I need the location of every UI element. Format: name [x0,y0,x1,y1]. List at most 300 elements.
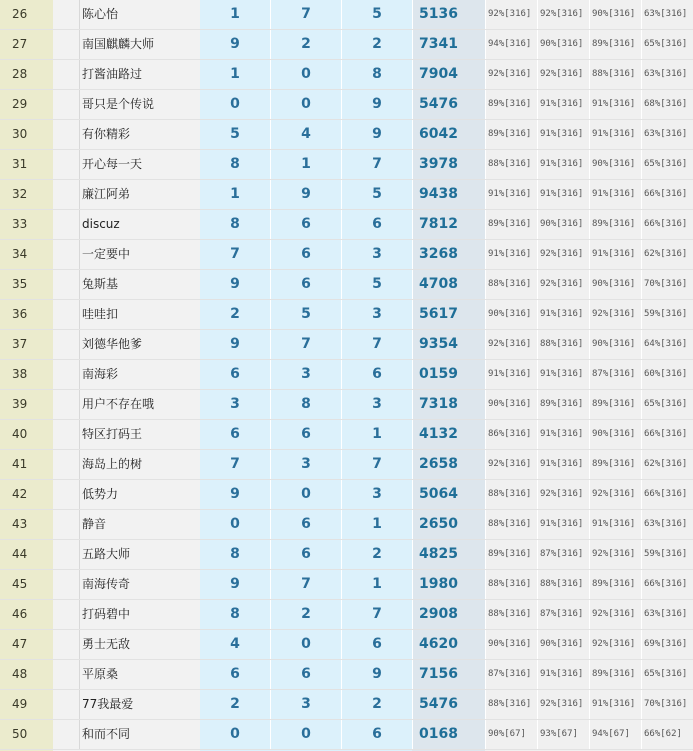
rate-2-cell: 90%[316] [537,630,589,659]
digit-3-cell: 7 [342,150,413,179]
digit-1-cell: 7 [200,450,271,479]
rate-4-cell: 65%[316] [641,150,693,179]
number-cell: 5064 [419,486,458,502]
rate-1-cell: 92%[316] [485,0,537,29]
digit-1-cell: 0 [200,90,271,119]
digit-1-cell: 9 [200,480,271,509]
digit-1-cell: 6 [200,660,271,689]
rate-2-cell: 91%[316] [537,420,589,449]
number-cell: 5476 [419,96,458,112]
rank-cell: 31 [12,157,28,171]
rate-1-cell: 88%[316] [485,270,537,299]
digit-3-cell: 5 [342,180,413,209]
digit-1-cell: 1 [200,60,271,89]
digit-1-cell: 4 [200,630,271,659]
digit-2-cell: 7 [271,330,342,359]
digit-2-cell: 7 [271,0,342,29]
username-cell[interactable]: 开心每一天 [82,157,143,171]
table-row [0,0,693,30]
number-cell: 1980 [419,576,458,592]
username-cell[interactable]: 海岛上的树 [82,457,143,471]
rate-3-cell: 91%[316] [589,180,641,209]
column-divider [53,180,80,209]
digit-1-cell: 7 [200,240,271,269]
table-row [0,450,693,480]
column-divider [53,510,80,539]
column-divider [53,450,80,479]
rate-4-cell: 59%[316] [641,540,693,569]
column-divider [53,210,80,239]
username-cell[interactable]: 用户不存在哦 [82,397,155,411]
digit-3-cell: 8 [342,60,413,89]
rank-cell: 26 [12,7,28,21]
rank-cell: 47 [12,637,28,651]
rank-cell: 32 [12,187,28,201]
digit-3-cell: 3 [342,300,413,329]
rate-1-cell: 92%[316] [485,330,537,359]
number-cell: 4620 [419,636,458,652]
username-cell[interactable]: 勇士无敌 [82,637,131,651]
digit-3-cell: 9 [342,120,413,149]
rate-2-cell: 91%[316] [537,360,589,389]
table-row [0,630,693,660]
rate-3-cell: 89%[316] [589,570,641,599]
rate-2-cell: 91%[316] [537,300,589,329]
username-cell[interactable]: 平原桑 [82,667,119,681]
digit-1-cell: 5 [200,120,271,149]
digit-1-cell: 2 [200,300,271,329]
rate-3-cell: 91%[316] [589,240,641,269]
table-row [0,120,693,150]
rate-1-cell: 88%[316] [485,570,537,599]
rate-3-cell: 91%[316] [589,120,641,149]
table-row [0,330,693,360]
digit-2-cell: 6 [271,660,342,689]
rate-1-cell: 91%[316] [485,360,537,389]
table-row [0,240,693,270]
rate-4-cell: 66%[316] [641,480,693,509]
number-cell: 9354 [419,336,458,352]
rate-4-cell: 65%[316] [641,660,693,689]
digit-1-cell: 6 [200,360,271,389]
rate-2-cell: 92%[316] [537,240,589,269]
username-cell[interactable]: 南海传奇 [82,577,131,591]
table-row [0,300,693,330]
digit-2-cell: 2 [271,30,342,59]
rate-2-cell: 91%[316] [537,510,589,539]
digit-1-cell: 9 [200,570,271,599]
column-divider [53,720,80,749]
table-row [0,90,693,120]
rate-1-cell: 88%[316] [485,600,537,629]
rate-2-cell: 91%[316] [537,660,589,689]
column-divider [53,600,80,629]
digit-2-cell: 6 [271,240,342,269]
rate-4-cell: 68%[316] [641,90,693,119]
column-divider [53,420,80,449]
column-divider [53,330,80,359]
column-divider [53,360,80,389]
rate-1-cell: 88%[316] [485,150,537,179]
column-divider [53,570,80,599]
rate-4-cell: 62%[316] [641,240,693,269]
rate-2-cell: 89%[316] [537,390,589,419]
digit-1-cell: 0 [200,720,271,749]
rate-3-cell: 91%[316] [589,510,641,539]
rate-4-cell: 63%[316] [641,60,693,89]
column-divider [53,660,80,689]
column-divider [53,390,80,419]
digit-2-cell: 8 [271,390,342,419]
digit-1-cell: 2 [200,690,271,719]
number-cell: 5136 [419,6,458,22]
rate-4-cell: 69%[316] [641,630,693,659]
digit-3-cell: 2 [342,690,413,719]
rate-3-cell: 89%[316] [589,30,641,59]
rate-3-cell: 90%[316] [589,270,641,299]
rate-1-cell: 94%[316] [485,30,537,59]
username-cell[interactable]: 特区打码王 [82,427,143,441]
username-cell[interactable]: 和而不同 [82,727,131,741]
number-cell: 2658 [419,456,458,472]
rate-1-cell: 89%[316] [485,540,537,569]
number-cell: 4708 [419,276,458,292]
digit-3-cell: 5 [342,0,413,29]
rate-1-cell: 89%[316] [485,90,537,119]
number-cell: 0168 [419,726,458,742]
digit-2-cell: 6 [271,420,342,449]
table-row [0,390,693,420]
rate-1-cell: 91%[316] [485,240,537,269]
digit-3-cell: 2 [342,30,413,59]
digit-3-cell: 7 [342,450,413,479]
digit-3-cell: 2 [342,540,413,569]
table-row [0,540,693,570]
digit-3-cell: 6 [342,720,413,749]
digit-3-cell: 9 [342,660,413,689]
username-cell[interactable]: 一定要中 [82,247,131,261]
rank-cell: 45 [12,577,28,591]
rank-cell: 43 [12,517,28,531]
rank-cell: 44 [12,547,28,561]
rate-1-cell: 87%[316] [485,660,537,689]
rank-cell: 42 [12,487,28,501]
rank-cell: 48 [12,667,28,681]
rate-3-cell: 92%[316] [589,300,641,329]
digit-3-cell: 7 [342,330,413,359]
rate-4-cell: 66%[316] [641,210,693,239]
rate-3-cell: 90%[316] [589,420,641,449]
digit-1-cell: 1 [200,0,271,29]
column-divider [53,240,80,269]
digit-2-cell: 0 [271,90,342,119]
username-cell[interactable]: 77我最爱 [82,697,134,711]
number-cell: 7156 [419,666,458,682]
number-cell: 7904 [419,66,458,82]
digit-2-cell: 3 [271,690,342,719]
rate-3-cell: 89%[316] [589,660,641,689]
rank-cell: 40 [12,427,28,441]
digit-3-cell: 3 [342,480,413,509]
rate-1-cell: 89%[316] [485,120,537,149]
rate-4-cell: 66%[316] [641,420,693,449]
column-divider [53,630,80,659]
rate-3-cell: 90%[316] [589,150,641,179]
digit-3-cell: 1 [342,510,413,539]
rate-3-cell: 92%[316] [589,480,641,509]
rate-4-cell: 62%[316] [641,450,693,479]
rate-3-cell: 89%[316] [589,210,641,239]
digit-2-cell: 0 [271,60,342,89]
table-row [0,510,693,540]
username-cell[interactable]: 有你精彩 [82,127,131,141]
rate-1-cell: 88%[316] [485,510,537,539]
digit-3-cell: 1 [342,570,413,599]
rate-1-cell: 88%[316] [485,480,537,509]
rate-4-cell: 70%[316] [641,690,693,719]
rate-2-cell: 91%[316] [537,120,589,149]
rate-2-cell: 87%[316] [537,600,589,629]
rank-cell: 27 [12,37,28,51]
digit-1-cell: 9 [200,270,271,299]
number-cell: 4825 [419,546,458,562]
rate-1-cell: 88%[316] [485,690,537,719]
digit-2-cell: 6 [271,540,342,569]
table-row [0,180,693,210]
digit-1-cell: 0 [200,510,271,539]
rank-cell: 36 [12,307,28,321]
rank-cell: 33 [12,217,28,231]
digit-2-cell: 2 [271,600,342,629]
digit-1-cell: 8 [200,150,271,179]
rate-2-cell: 92%[316] [537,0,589,29]
digit-2-cell: 9 [271,180,342,209]
rate-2-cell: 90%[316] [537,210,589,239]
digit-2-cell: 1 [271,150,342,179]
digit-3-cell: 6 [342,630,413,659]
column-divider [53,690,80,719]
digit-2-cell: 6 [271,510,342,539]
rate-2-cell: 92%[316] [537,480,589,509]
rate-1-cell: 89%[316] [485,210,537,239]
rate-1-cell: 91%[316] [485,180,537,209]
column-divider [53,270,80,299]
table-row [0,570,693,600]
number-cell: 3978 [419,156,458,172]
rate-4-cell: 63%[316] [641,0,693,29]
rate-1-cell: 92%[316] [485,60,537,89]
column-divider [53,540,80,569]
number-cell: 0159 [419,366,458,382]
digit-2-cell: 0 [271,630,342,659]
column-divider [53,90,80,119]
rate-3-cell: 91%[316] [589,690,641,719]
table-row [0,30,693,60]
column-divider [53,0,80,29]
number-cell: 6042 [419,126,458,142]
rate-4-cell: 70%[316] [641,270,693,299]
table-row [0,270,693,300]
rank-cell: 41 [12,457,28,471]
digit-2-cell: 6 [271,270,342,299]
digit-1-cell: 6 [200,420,271,449]
rate-1-cell: 90%[316] [485,390,537,419]
username-cell[interactable]: 打码碧中 [82,607,131,621]
digit-3-cell: 1 [342,420,413,449]
username-cell[interactable]: 兔斯基 [82,277,119,291]
table-row [0,690,693,720]
username-cell[interactable]: 哇哇扣 [82,307,119,321]
rate-2-cell: 93%[67] [537,720,589,749]
rate-1-cell: 86%[316] [485,420,537,449]
rank-cell: 37 [12,337,28,351]
table-row [0,660,693,690]
digit-3-cell: 7 [342,600,413,629]
table-row [0,60,693,90]
rate-2-cell: 90%[316] [537,30,589,59]
rate-1-cell: 90%[316] [485,300,537,329]
table-row [0,210,693,240]
rate-4-cell: 65%[316] [641,390,693,419]
number-cell: 2650 [419,516,458,532]
username-cell[interactable]: 陈心怡 [82,7,119,21]
rank-cell: 39 [12,397,28,411]
digit-2-cell: 3 [271,360,342,389]
digit-1-cell: 3 [200,390,271,419]
digit-1-cell: 1 [200,180,271,209]
table-row [0,360,693,390]
rank-cell: 38 [12,367,28,381]
rate-2-cell: 92%[316] [537,60,589,89]
rate-2-cell: 91%[316] [537,180,589,209]
number-cell: 9438 [419,186,458,202]
username-cell[interactable]: 打酱油路过 [82,67,143,81]
rate-2-cell: 91%[316] [537,150,589,179]
rate-3-cell: 94%[67] [589,720,641,749]
rate-4-cell: 64%[316] [641,330,693,359]
rate-3-cell: 90%[316] [589,0,641,29]
column-divider [53,60,80,89]
digit-1-cell: 9 [200,330,271,359]
username-cell[interactable]: discuz [82,217,120,231]
digit-2-cell: 3 [271,450,342,479]
rank-cell: 30 [12,127,28,141]
rate-1-cell: 90%[67] [485,720,537,749]
rate-4-cell: 66%[316] [641,570,693,599]
username-cell[interactable]: 静音 [82,517,107,531]
rate-3-cell: 89%[316] [589,450,641,479]
rank-cell: 50 [12,727,28,741]
username-cell[interactable]: 刘德华他爹 [82,337,143,351]
username-cell[interactable]: 南国麒麟大师 [82,37,155,51]
digit-1-cell: 8 [200,210,271,239]
rate-3-cell: 92%[316] [589,630,641,659]
column-divider [53,480,80,509]
rate-2-cell: 92%[316] [537,270,589,299]
rate-3-cell: 92%[316] [589,540,641,569]
digit-2-cell: 5 [271,300,342,329]
digit-2-cell: 0 [271,480,342,509]
rate-1-cell: 90%[316] [485,630,537,659]
rate-3-cell: 88%[316] [589,60,641,89]
rate-4-cell: 63%[316] [641,120,693,149]
rate-3-cell: 89%[316] [589,390,641,419]
rate-2-cell: 91%[316] [537,450,589,479]
rate-2-cell: 92%[316] [537,690,589,719]
digit-3-cell: 9 [342,90,413,119]
rate-4-cell: 63%[316] [641,600,693,629]
rate-2-cell: 88%[316] [537,330,589,359]
username-cell[interactable]: 廉江阿弟 [82,187,131,201]
number-cell: 3268 [419,246,458,262]
digit-3-cell: 5 [342,270,413,299]
rank-cell: 29 [12,97,28,111]
digit-2-cell: 6 [271,210,342,239]
column-divider [53,150,80,179]
table-row [0,480,693,510]
table-row [0,150,693,180]
table-row [0,600,693,630]
digit-1-cell: 8 [200,540,271,569]
digit-1-cell: 9 [200,30,271,59]
username-cell[interactable]: 低势力 [82,487,119,501]
rate-2-cell: 87%[316] [537,540,589,569]
rank-cell: 35 [12,277,28,291]
rate-1-cell: 92%[316] [485,450,537,479]
rate-4-cell: 59%[316] [641,300,693,329]
rate-2-cell: 91%[316] [537,90,589,119]
rate-4-cell: 66%[316] [641,180,693,209]
rank-cell: 28 [12,67,28,81]
rate-3-cell: 90%[316] [589,330,641,359]
rate-2-cell: 88%[316] [537,570,589,599]
rank-cell: 34 [12,247,28,261]
table-row [0,420,693,450]
digit-2-cell: 0 [271,720,342,749]
table-row [0,720,693,750]
rank-cell: 49 [12,697,28,711]
column-divider [53,30,80,59]
number-cell: 5617 [419,306,458,322]
rate-4-cell: 65%[316] [641,30,693,59]
rate-3-cell: 87%[316] [589,360,641,389]
digit-3-cell: 6 [342,210,413,239]
username-cell[interactable]: 五路大师 [82,547,131,561]
digit-2-cell: 4 [271,120,342,149]
column-divider [53,300,80,329]
rate-4-cell: 66%[62] [641,720,693,749]
username-cell[interactable]: 哥只是个传说 [82,97,155,111]
number-cell: 7812 [419,216,458,232]
digit-2-cell: 7 [271,570,342,599]
number-cell: 5476 [419,696,458,712]
digit-3-cell: 3 [342,240,413,269]
rank-cell: 46 [12,607,28,621]
username-cell[interactable]: 南海彩 [82,367,119,381]
number-cell: 2908 [419,606,458,622]
digit-3-cell: 6 [342,360,413,389]
digit-1-cell: 8 [200,600,271,629]
number-cell: 7341 [419,36,458,52]
rate-4-cell: 60%[316] [641,360,693,389]
number-cell: 4132 [419,426,458,442]
number-cell: 7318 [419,396,458,412]
rate-3-cell: 91%[316] [589,90,641,119]
rate-3-cell: 92%[316] [589,600,641,629]
column-divider [53,120,80,149]
digit-3-cell: 3 [342,390,413,419]
rate-4-cell: 63%[316] [641,510,693,539]
